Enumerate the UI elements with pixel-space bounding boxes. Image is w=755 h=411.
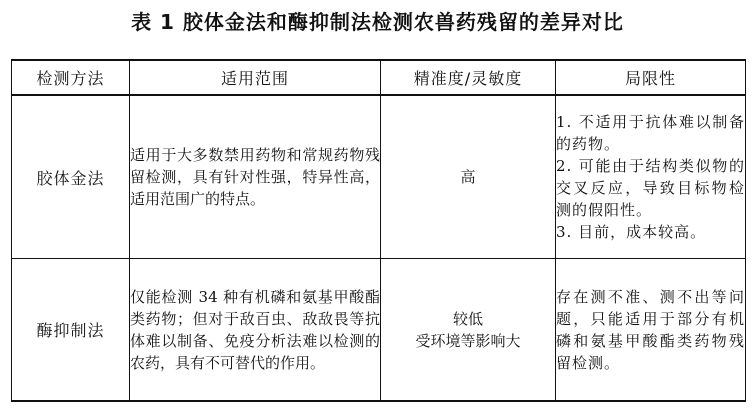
cell-method: 胶体金法: [12, 95, 130, 259]
cell-precision: [381, 95, 556, 259]
header-precision: 精准度/灵敏度: [381, 60, 556, 95]
precision-line: 高: [460, 168, 476, 186]
header-scope: 适用范围: [130, 60, 381, 95]
precision-line: 受环境等影响大: [415, 331, 521, 350]
header-limitations: 局限性: [556, 60, 746, 95]
comparison-table: [11, 59, 746, 402]
limitation-item: 存在测不准、测不出等问题，只能适用于部分有机磷和氨基甲酸酯类药物残留检测。: [556, 287, 745, 372]
cell-limitations: [556, 259, 746, 402]
cell-precision: [381, 259, 556, 402]
cell-scope: 适用于大多数禁用药物和常规药物残留检测，具有针对性强，特异性高，适用范围广的特点。: [130, 95, 381, 259]
cell-scope: 仅能检测 34 种有机磷和氨基甲酸酯类药物；但对于敌百虫、敌敌畏等抗体难以制备、免疫分析法难以检测的农药，具有不可替代的作用。: [130, 259, 381, 402]
table-title: 表 1 胶体金法和酶抑制法检测农兽药残留的差异对比: [131, 10, 624, 34]
header-method: 检测方法: [12, 60, 130, 95]
limitation-item: 2. 可能由于结构类似物的交叉反应，导致目标物检测的假阳性。: [556, 157, 745, 219]
table-row-enzyme-inhibition: [12, 259, 746, 402]
precision-line: 较低: [452, 309, 483, 328]
table-header-row: [12, 60, 746, 95]
limitation-item: 1. 不适用于抗体难以制备的药物。: [556, 113, 745, 153]
cell-limitations: [556, 95, 746, 259]
limitation-item: 3. 目前，成本较高。: [556, 223, 707, 241]
table-row-colloidal-gold: [12, 95, 746, 259]
cell-method: 酶抑制法: [12, 259, 130, 402]
